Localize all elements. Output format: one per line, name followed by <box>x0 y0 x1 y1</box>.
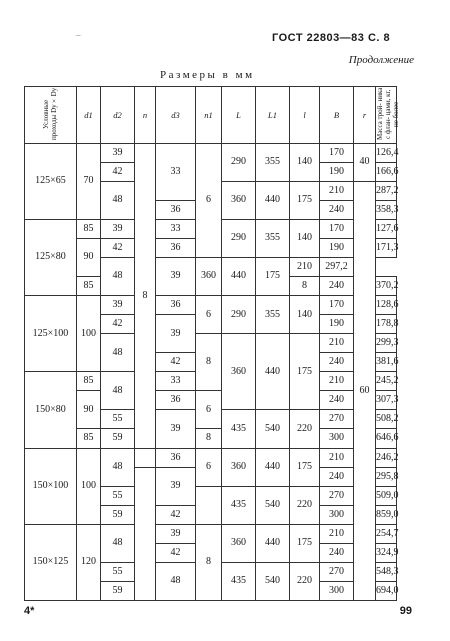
mass-cell: 297,2 <box>320 257 354 276</box>
B-cell: 240 <box>320 200 354 219</box>
B-cell: 240 <box>320 391 354 410</box>
n1-cell: 6 <box>196 143 222 257</box>
d2-cell: 39 <box>101 296 135 315</box>
continuation-label: Продолжение <box>348 54 414 66</box>
l-cell: 220 <box>290 410 320 448</box>
n1-cell: 8 <box>196 524 222 600</box>
col-n: n <box>135 87 156 144</box>
mass-cell: 245,2 <box>376 372 397 391</box>
dimensions-title: Размеры в мм <box>160 69 255 81</box>
B-cell: 300 <box>320 581 354 600</box>
col-B: B <box>320 87 354 144</box>
passage-cell: 150×80 <box>25 372 77 448</box>
B-cell: 270 <box>320 410 354 429</box>
table-row <box>25 429 397 448</box>
d3-cell: 33 <box>156 372 196 391</box>
mass-cell: 358,3 <box>376 200 397 219</box>
d2-cell: 42 <box>101 162 135 181</box>
d1-cell: 100 <box>77 448 101 524</box>
mass-cell: 381,6 <box>376 353 397 372</box>
mass-cell: 166,6 <box>376 162 397 181</box>
passage-cell: 125×80 <box>25 219 77 295</box>
d1-cell: 85 <box>77 372 101 391</box>
L-cell: 435 <box>222 486 256 524</box>
mass-cell: 128,6 <box>376 296 397 315</box>
L1-cell: 355 <box>256 143 290 181</box>
mass-cell: 646,6 <box>376 429 397 448</box>
mass-cell: 694,0 <box>376 581 397 600</box>
B-cell: 210 <box>320 524 354 543</box>
mass-cell: 127,6 <box>376 219 397 238</box>
L-cell: 360 <box>222 448 256 486</box>
L1-cell: 540 <box>256 410 290 448</box>
d3-cell: 39 <box>156 467 196 505</box>
mass-cell: 307,3 <box>376 391 397 410</box>
d1-cell: 85 <box>77 219 101 238</box>
l-cell: 140 <box>290 296 320 334</box>
d2-cell: 48 <box>101 448 135 486</box>
B-cell: 170 <box>320 296 354 315</box>
d3-cell: 36 <box>156 238 196 257</box>
B-cell: 210 <box>320 334 354 353</box>
d2-cell: 59 <box>101 505 135 524</box>
d2-cell: 39 <box>101 143 135 162</box>
col-L1: L1 <box>256 87 290 144</box>
B-cell: 210 <box>320 448 354 467</box>
B-cell: 240 <box>320 543 354 562</box>
table-row <box>25 391 397 410</box>
L-cell: 290 <box>222 296 256 334</box>
d1-cell: 85 <box>77 429 101 448</box>
mass-cell: 171,3 <box>376 238 397 257</box>
l-cell: 175 <box>256 257 290 295</box>
l-cell: 175 <box>290 334 320 410</box>
page-number: 99 <box>399 605 412 617</box>
r-cell: 60 <box>354 181 376 600</box>
passage-cell: 150×125 <box>25 524 77 600</box>
d3-cell: 36 <box>156 296 196 315</box>
l-cell: 140 <box>290 143 320 181</box>
n-cell: 8 <box>135 143 156 448</box>
passage-cell: 125×65 <box>25 143 77 219</box>
n1-cell: 8 <box>196 429 222 448</box>
B-cell: 300 <box>320 505 354 524</box>
d1-cell: 85 <box>77 276 101 295</box>
mass-cell: 254,7 <box>376 524 397 543</box>
mass-cell: 548,3 <box>376 562 397 581</box>
mass-cell: 126,4 <box>376 143 397 162</box>
mass-cell: 295,8 <box>376 467 397 486</box>
dimensions-table <box>24 86 401 601</box>
d3-cell: 39 <box>156 524 196 543</box>
L1-cell: 440 <box>256 448 290 486</box>
n1-cell: 6 <box>196 391 222 429</box>
L-cell: 360 <box>196 257 222 295</box>
L-cell: 360 <box>222 181 256 219</box>
B-cell: 270 <box>320 562 354 581</box>
d2-cell: 55 <box>101 486 135 505</box>
col-n1: n1 <box>196 87 222 144</box>
B-cell: 190 <box>320 162 354 181</box>
L-cell: 360 <box>222 524 256 562</box>
d2-cell: 59 <box>101 429 135 448</box>
mass-cell: 859,0 <box>376 505 397 524</box>
L1-cell: 355 <box>256 296 290 334</box>
table-row <box>25 524 397 543</box>
d2-cell: 48 <box>101 257 135 295</box>
n1-cell: 6 <box>196 296 222 334</box>
L-cell: 290 <box>222 143 256 181</box>
d2-cell: 55 <box>101 562 135 581</box>
col-d2: d2 <box>101 87 135 144</box>
B-cell: 270 <box>320 486 354 505</box>
L1-cell: 355 <box>256 219 290 257</box>
n-cell-empty <box>135 467 156 600</box>
mass-cell: 324,9 <box>376 543 397 562</box>
L1-cell: 440 <box>256 524 290 562</box>
col-L: L <box>222 87 256 144</box>
L-cell: 290 <box>222 219 256 257</box>
d2-cell: 48 <box>101 524 135 562</box>
col-passage: Условные проходы Dу×Dу <box>25 87 77 144</box>
table-row <box>25 143 397 162</box>
mass-cell: 370,2 <box>376 276 397 295</box>
L-cell: 435 <box>222 562 256 600</box>
B-cell: 170 <box>320 143 354 162</box>
footer-mark: 4* <box>24 605 35 617</box>
d2-cell: 48 <box>101 181 135 219</box>
mass-cell: 246,2 <box>376 448 397 467</box>
scan-mark: – <box>76 30 81 40</box>
d3-cell: 39 <box>156 410 196 448</box>
mass-cell: 178,8 <box>376 315 397 334</box>
d3-cell: 39 <box>156 315 196 353</box>
L1-cell: 440 <box>256 334 290 410</box>
d2-cell: 48 <box>101 334 135 372</box>
passage-cell: 125×100 <box>25 296 77 372</box>
d3-cell: 36 <box>156 200 196 219</box>
B-cell: 190 <box>320 315 354 334</box>
B-cell: 190 <box>320 238 354 257</box>
l-cell: 175 <box>290 181 320 219</box>
B-cell: 240 <box>320 276 354 295</box>
l-cell: 220 <box>290 562 320 600</box>
B-cell: 240 <box>320 353 354 372</box>
col-r: r <box>354 87 376 144</box>
mass-cell: 299,3 <box>376 334 397 353</box>
d3-cell: 42 <box>156 505 196 524</box>
d3-cell: 48 <box>156 562 196 600</box>
L-cell: 435 <box>222 410 256 448</box>
d1-cell: 90 <box>77 238 101 276</box>
d2-cell: 42 <box>101 238 135 257</box>
d3-cell: 36 <box>156 391 196 410</box>
d1-cell: 120 <box>77 524 101 600</box>
d1-cell: 100 <box>77 296 101 372</box>
d3-cell: 39 <box>156 257 196 295</box>
d3-cell: 42 <box>156 543 196 562</box>
B-cell: 210 <box>320 372 354 391</box>
n1-cell: 8 <box>196 334 222 391</box>
d2-cell: 59 <box>101 581 135 600</box>
d2-cell: 48 <box>101 372 135 410</box>
L1-cell: 440 <box>222 257 256 295</box>
table-row <box>25 296 397 315</box>
d3-cell: 33 <box>156 143 196 200</box>
d3-cell: 42 <box>156 353 196 372</box>
mass-cell: 287,2 <box>376 181 397 200</box>
table-row <box>25 448 397 467</box>
d2-cell: 39 <box>101 219 135 238</box>
col-d1: d1 <box>77 87 101 144</box>
standard-header: ГОСТ 22803—83 С. 8 <box>272 32 391 44</box>
n1-cell: 6 <box>196 448 222 486</box>
mass-cell: 509,0 <box>376 486 397 505</box>
L1-cell: 440 <box>256 181 290 219</box>
d3-cell: 33 <box>156 219 196 238</box>
L-cell: 360 <box>222 334 256 410</box>
B-cell: 210 <box>320 181 354 200</box>
col-mass: Масса трой- ника с флан- цами, кг, не более <box>376 87 397 144</box>
B-cell: 240 <box>320 467 354 486</box>
B-cell: 210 <box>290 257 320 276</box>
n-cell-empty <box>135 448 156 467</box>
d1-cell: 90 <box>77 391 101 429</box>
l-cell: 175 <box>290 524 320 562</box>
d3-cell: 36 <box>156 448 196 467</box>
passage-cell: 150×100 <box>25 448 77 524</box>
L1-cell: 540 <box>256 486 290 524</box>
l-cell: 220 <box>290 486 320 524</box>
L1-cell: 540 <box>256 562 290 600</box>
l-cell: 175 <box>290 448 320 486</box>
B-cell: 170 <box>320 219 354 238</box>
mass-cell: 508,2 <box>376 410 397 429</box>
n1-cell-empty <box>196 486 222 524</box>
l-cell: 140 <box>290 219 320 257</box>
d2-cell: 55 <box>101 410 135 429</box>
r-cell: 40 <box>354 143 376 181</box>
d1-cell: 70 <box>77 143 101 219</box>
d2-cell: 42 <box>101 315 135 334</box>
B-cell: 300 <box>320 429 354 448</box>
n1-cell: 8 <box>290 276 320 295</box>
col-d3: d3 <box>156 87 196 144</box>
col-l: l <box>290 87 320 144</box>
header-row <box>25 87 397 144</box>
